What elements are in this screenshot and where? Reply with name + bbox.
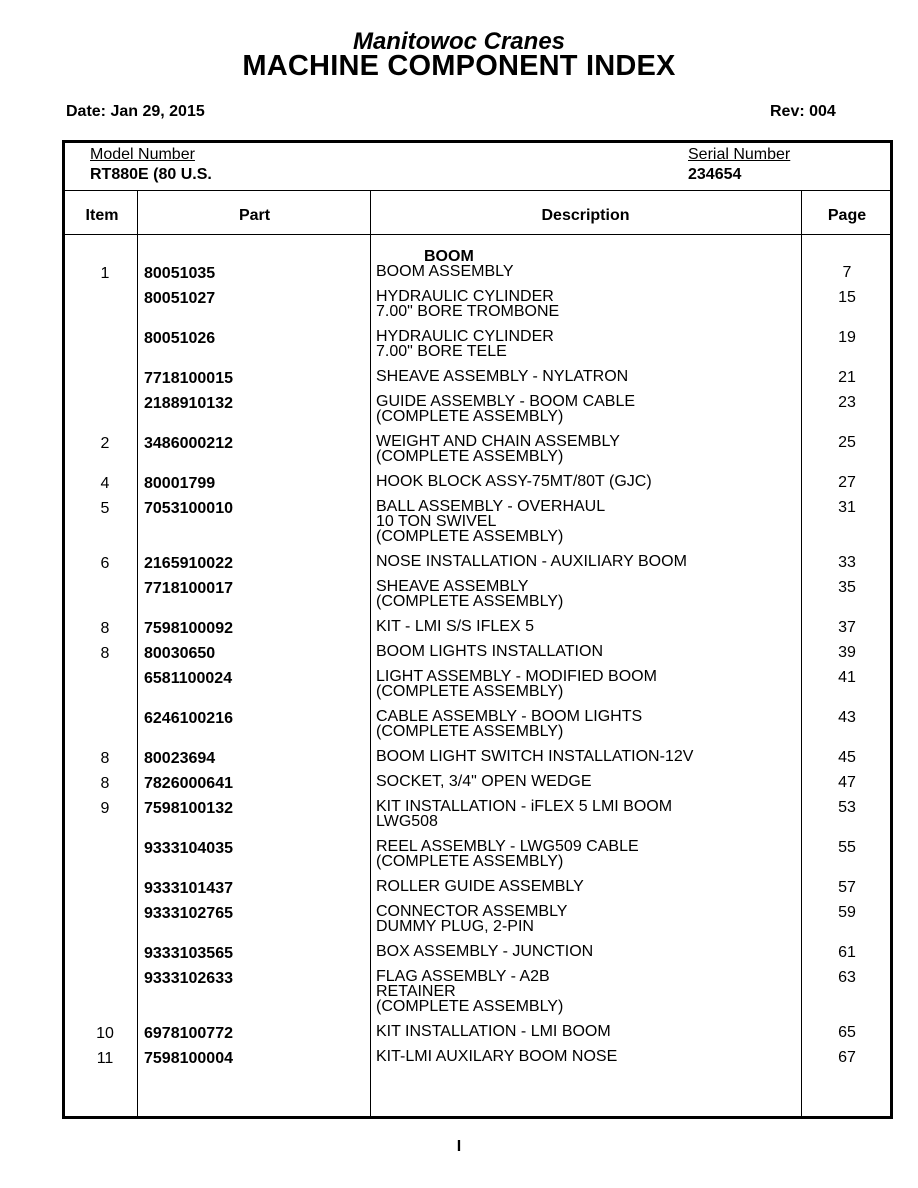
part-description (376, 944, 593, 959)
part-description (376, 709, 642, 739)
header-divider (65, 190, 890, 191)
description-line: (COMPLETE ASSEMBLY) (376, 408, 564, 425)
item-number: 8 (100, 775, 110, 792)
page-reference: 55 (838, 839, 856, 856)
description-line: SHEAVE ASSEMBLY (376, 578, 529, 595)
item-number: 8 (100, 645, 110, 662)
description-line: KIT - LMI S/S IFLEX 5 (376, 618, 534, 635)
description-line: CONNECTOR ASSEMBLY (376, 903, 568, 920)
description-line: DUMMY PLUG, 2-PIN (376, 918, 534, 935)
description-line: NOSE INSTALLATION - AUXILIARY BOOM (376, 553, 687, 570)
page-reference: 35 (838, 579, 856, 596)
serial-number-label: Serial Number (688, 146, 791, 163)
item-number: 2 (100, 435, 110, 452)
description-line: KIT INSTALLATION - LMI BOOM (376, 1023, 611, 1040)
description-line: BALL ASSEMBLY - OVERHAUL (376, 498, 606, 515)
component-table (62, 140, 893, 1119)
document-revision: Rev: 004 (770, 103, 836, 120)
item-number: 8 (100, 750, 110, 767)
part-description (376, 669, 657, 699)
page-reference: 27 (838, 474, 856, 491)
part-description (376, 749, 693, 764)
column-divider-part (370, 190, 371, 1116)
description-line: BOX ASSEMBLY - JUNCTION (376, 943, 594, 960)
part-number: 80051026 (144, 330, 216, 347)
part-number: 6246100216 (144, 710, 233, 727)
part-number: 9333102633 (144, 970, 233, 987)
item-number: 6 (100, 555, 110, 572)
description-line: (COMPLETE ASSEMBLY) (376, 448, 564, 465)
item-number: 11 (96, 1050, 114, 1067)
description-line: (COMPLETE ASSEMBLY) (376, 853, 564, 870)
part-description (376, 369, 628, 384)
part-description (376, 394, 635, 424)
document-title: MACHINE COMPONENT INDEX (242, 50, 676, 82)
part-number: 7598100132 (144, 800, 233, 817)
page-reference: 61 (838, 944, 856, 961)
part-number: 9333102765 (144, 905, 233, 922)
page-reference: 7 (842, 264, 852, 281)
item-number: 5 (100, 500, 110, 517)
page-reference: 33 (838, 554, 856, 571)
item-number: 10 (96, 1025, 114, 1042)
item-number: 4 (100, 475, 110, 492)
description-line: SOCKET, 3/4" OPEN WEDGE (376, 773, 592, 790)
page-reference: 31 (838, 499, 856, 516)
part-description (376, 619, 534, 634)
part-description (376, 434, 620, 464)
description-line: KIT-LMI AUXILARY BOOM NOSE (376, 1048, 618, 1065)
part-description (376, 904, 567, 934)
page-reference: 39 (838, 644, 856, 661)
item-number: 1 (100, 265, 110, 282)
part-description (376, 839, 639, 869)
page-reference: 41 (838, 669, 856, 686)
description-line: (COMPLETE ASSEMBLY) (376, 723, 564, 740)
document-date: Date: Jan 29, 2015 (66, 103, 205, 120)
part-description (376, 644, 603, 659)
part-number: 80001799 (144, 475, 216, 492)
description-line: 10 TON SWIVEL (376, 513, 497, 530)
page-reference: 59 (838, 904, 856, 921)
description-line: CABLE ASSEMBLY - BOOM LIGHTS (376, 708, 643, 725)
part-number: 7053100010 (144, 500, 233, 517)
part-number: 7718100015 (144, 370, 233, 387)
page-reference: 47 (838, 774, 856, 791)
description-line: ROLLER GUIDE ASSEMBLY (376, 878, 584, 895)
part-number: 7718100017 (144, 580, 233, 597)
description-line: WEIGHT AND CHAIN ASSEMBLY (376, 433, 620, 450)
page-reference: 53 (838, 799, 856, 816)
part-description (376, 289, 559, 319)
page-reference: 21 (838, 369, 856, 386)
description-line: LIGHT ASSEMBLY - MODIFIED BOOM (376, 668, 657, 685)
part-number: 7598100004 (144, 1050, 233, 1067)
description-line: BOOM LIGHT SWITCH INSTALLATION-12V (376, 748, 694, 765)
description-line: (COMPLETE ASSEMBLY) (376, 683, 564, 700)
item-number: 8 (100, 620, 110, 637)
part-number: 6581100024 (144, 670, 233, 687)
part-number: 7826000641 (144, 775, 233, 792)
model-number-value: RT880E (80 U.S. (90, 166, 212, 183)
part-description (376, 579, 563, 609)
model-number-label: Model Number (90, 146, 195, 163)
description-line: HYDRAULIC CYLINDER (376, 288, 554, 305)
part-number: 80051035 (144, 265, 216, 282)
description-line: BOOM LIGHTS INSTALLATION (376, 643, 603, 660)
page-reference: 15 (838, 289, 856, 306)
part-number: 80023694 (144, 750, 216, 767)
description-line: (COMPLETE ASSEMBLY) (376, 593, 564, 610)
column-header-item: Item (85, 207, 119, 224)
description-line: GUIDE ASSEMBLY - BOOM CABLE (376, 393, 636, 410)
part-description (376, 1049, 617, 1064)
page-reference: 63 (838, 969, 856, 986)
page-reference: 23 (838, 394, 856, 411)
part-number: 9333104035 (144, 840, 233, 857)
part-number: 7598100092 (144, 620, 233, 637)
part-description (376, 799, 672, 829)
page-reference: 57 (838, 879, 856, 896)
page-reference: 37 (838, 619, 856, 636)
column-header-part: Part (238, 207, 271, 224)
page-reference: 19 (838, 329, 856, 346)
description-line: KIT INSTALLATION - iFLEX 5 LMI BOOM (376, 798, 673, 815)
part-number: 2165910022 (144, 555, 233, 572)
part-description (376, 329, 554, 359)
column-header-divider (65, 234, 890, 235)
page-reference: 67 (838, 1049, 856, 1066)
description-line: RETAINER (376, 983, 456, 1000)
description-line: FLAG ASSEMBLY - A2B (376, 968, 550, 985)
part-number: 80030650 (144, 645, 216, 662)
description-line: LWG508 (376, 813, 438, 830)
description-line: REEL ASSEMBLY - LWG509 CABLE (376, 838, 639, 855)
part-number: 80051027 (144, 290, 216, 307)
part-number: 9333101437 (144, 880, 233, 897)
part-description (376, 969, 563, 1014)
column-header-description: Description (541, 207, 630, 224)
company-name: Manitowoc Cranes (352, 28, 566, 55)
part-number: 9333103565 (144, 945, 233, 962)
description-line: SHEAVE ASSEMBLY - NYLATRON (376, 368, 629, 385)
description-line: 7.00" BORE TELE (376, 343, 507, 360)
description-line: 7.00" BORE TROMBONE (376, 303, 560, 320)
section-heading: BOOM (424, 248, 474, 265)
part-description (376, 1024, 611, 1039)
description-line: BOOM ASSEMBLY (376, 263, 514, 280)
item-number: 9 (100, 800, 110, 817)
part-description (376, 879, 584, 894)
part-description (376, 264, 514, 279)
serial-number-value: 234654 (688, 166, 742, 183)
part-number: 2188910132 (144, 395, 233, 412)
page-reference: 25 (838, 434, 856, 451)
part-number: 3486000212 (144, 435, 233, 452)
description-line: (COMPLETE ASSEMBLY) (376, 998, 564, 1015)
page-number: I (456, 1138, 462, 1155)
page-reference: 45 (838, 749, 856, 766)
description-line: (COMPLETE ASSEMBLY) (376, 528, 564, 545)
part-description (376, 499, 605, 544)
part-description (376, 554, 687, 569)
description-line: HOOK BLOCK ASSY-75MT/80T (GJC) (376, 473, 652, 490)
column-header-page: Page (827, 207, 867, 224)
part-number: 6978100772 (144, 1025, 233, 1042)
page-reference: 43 (838, 709, 856, 726)
page-reference: 65 (838, 1024, 856, 1041)
part-description (376, 774, 592, 789)
description-line: HYDRAULIC CYLINDER (376, 328, 554, 345)
part-description (376, 474, 652, 489)
